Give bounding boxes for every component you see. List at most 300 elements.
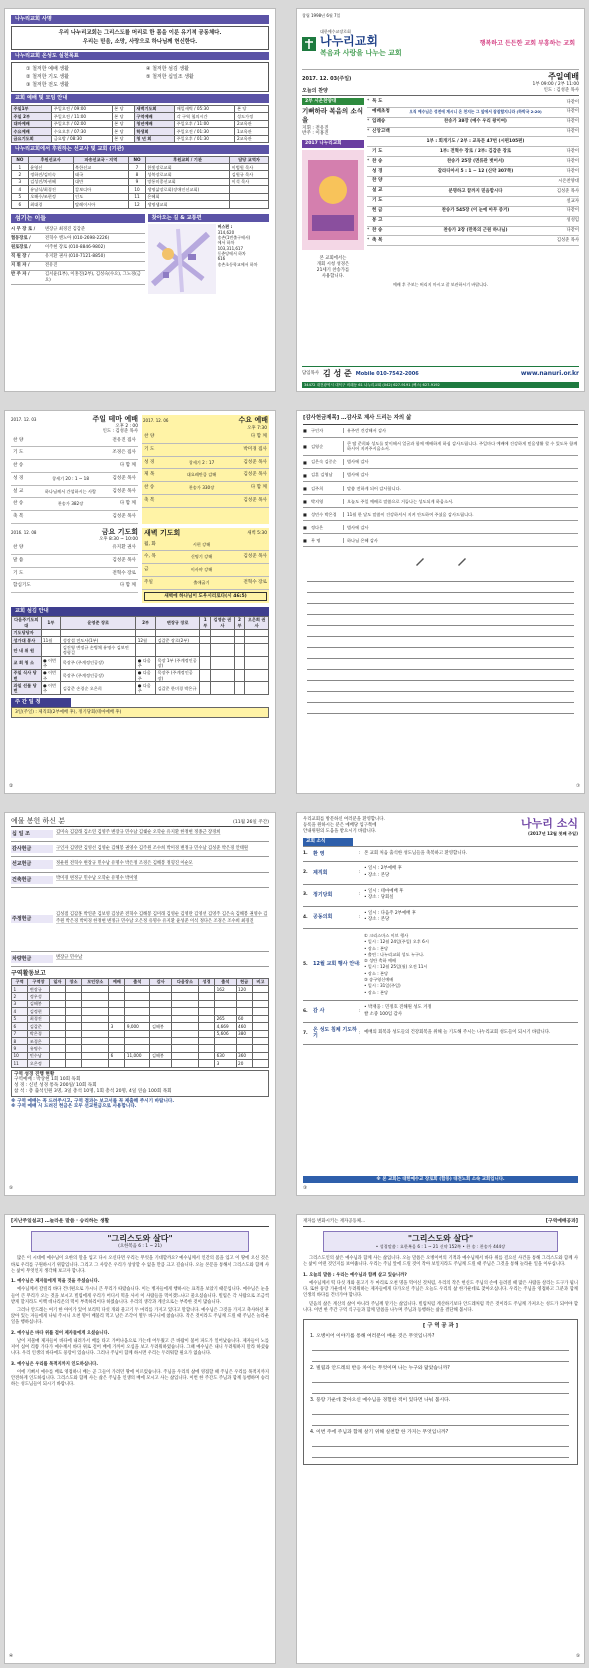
pastor-mobile: Mobile 010-7542-2006 bbox=[355, 370, 419, 377]
worship-cell: 대마예배 bbox=[12, 120, 52, 127]
serve-cell: 목장 1부 (주계정인공장) bbox=[155, 657, 199, 670]
thanks-text: 11월 한 달도 말씀이 건강하셔서 지켜 안도하여 주셨음 감사드립니다. bbox=[343, 512, 578, 517]
report-cell bbox=[252, 1008, 268, 1015]
report-cell: 3 bbox=[12, 1000, 28, 1007]
order-person: 시온찬양대 bbox=[558, 178, 579, 184]
serve-row bbox=[12, 657, 269, 670]
service-detail: 신명기 강해 bbox=[190, 554, 213, 560]
mission-cell: 윤영선 bbox=[28, 164, 73, 171]
questions-title: [ 구 역 공 과 ] bbox=[422, 1322, 459, 1329]
service-person: 김성준 목사 bbox=[112, 475, 136, 481]
church-website-link[interactable]: www.nanuri.or.kr bbox=[520, 370, 579, 378]
serve-cell: 성장섭 전도사(1부) bbox=[61, 636, 136, 643]
worship-cell: 금요밤 / 08:30 bbox=[52, 135, 112, 142]
serve-head-cell: 2부 bbox=[136, 616, 156, 629]
church-name: 나누리교회 bbox=[320, 34, 378, 49]
mission-cell: 오해수/조현정 bbox=[28, 193, 73, 200]
staff-role: 협동장로 / bbox=[11, 235, 31, 241]
service-item: 성 경 bbox=[144, 459, 155, 465]
report-cell: 2 bbox=[12, 993, 28, 1000]
cell-body bbox=[303, 1256, 578, 1314]
worship-cell: 주일 2부 bbox=[12, 113, 52, 120]
news-line: ③ 송구영신예배 bbox=[364, 977, 394, 983]
report-cell bbox=[252, 1023, 268, 1030]
mission-head-row bbox=[12, 156, 269, 163]
offering-row bbox=[11, 857, 269, 872]
service-detail bbox=[39, 463, 102, 469]
news-head: 12월 교회 행사 안내 bbox=[313, 961, 359, 968]
report-row bbox=[12, 1008, 269, 1015]
order-row bbox=[367, 227, 579, 237]
mission-cell bbox=[230, 186, 269, 193]
wed-date: 2017. 12. 06 bbox=[143, 417, 169, 423]
mission-cell: 북한선교 bbox=[73, 164, 129, 171]
report-cell bbox=[150, 1060, 172, 1067]
report-cell bbox=[236, 1008, 252, 1015]
service-person bbox=[233, 567, 267, 573]
map-section bbox=[148, 212, 269, 295]
service-row bbox=[142, 551, 269, 564]
serve-cell bbox=[211, 682, 235, 695]
sermon-title: "그리스도와 살다" bbox=[107, 1233, 173, 1243]
report-cell bbox=[82, 1015, 109, 1022]
mission-cell: 1 bbox=[12, 164, 29, 171]
service-row bbox=[142, 577, 269, 590]
answer-line[interactable] bbox=[312, 1340, 569, 1351]
wed-title: 수요 예배 bbox=[238, 416, 268, 424]
notes-icons bbox=[303, 555, 578, 567]
goal-item bbox=[146, 81, 266, 89]
serve-cell bbox=[245, 644, 269, 657]
worship-row bbox=[12, 105, 269, 112]
report-cell bbox=[65, 1030, 81, 1037]
sun-title: 주일 테마 예배 bbox=[92, 415, 138, 423]
report-cell bbox=[109, 1008, 125, 1015]
news-item bbox=[303, 929, 578, 1001]
report-cell bbox=[198, 1008, 214, 1015]
service-detail: 찬송가 330장 bbox=[188, 485, 215, 491]
order-item: 찬 송 bbox=[372, 228, 383, 234]
serve-cell: 12월 bbox=[136, 636, 156, 643]
news-line: 예배의 회복과 성도들의 건강회복을 위해 늘 기도해 주시는 나누리교회 성도들이 되시기 바랍니다. bbox=[364, 1030, 551, 1036]
report-cell bbox=[125, 1015, 150, 1022]
worship-cell: 본 당 bbox=[235, 105, 269, 112]
welcome-intro bbox=[303, 817, 385, 836]
bus-info bbox=[218, 224, 258, 294]
church-map bbox=[148, 224, 216, 294]
staff-role: 시 무 장 로 / bbox=[11, 226, 36, 232]
serve-cell bbox=[234, 657, 245, 670]
report-cell bbox=[65, 1052, 81, 1059]
service-item: 찬 송 bbox=[13, 501, 24, 507]
report-cell bbox=[252, 993, 268, 1000]
order-item: 묵 도 bbox=[372, 99, 383, 105]
bible-progress bbox=[11, 1070, 269, 1097]
page-number: ⑤ bbox=[575, 1654, 580, 1660]
report-cell: 조경은 bbox=[28, 1038, 50, 1045]
report-cell: 9 bbox=[12, 1045, 28, 1052]
report-head-cell: 다음장소 bbox=[171, 978, 198, 985]
offering-names: 변장규 민수남 bbox=[56, 955, 83, 961]
mission-cell: 탈레이시아 bbox=[73, 201, 129, 208]
serve-row bbox=[12, 644, 269, 657]
bullet-icon: ■ bbox=[303, 472, 307, 478]
report-cell: 11 bbox=[12, 1060, 28, 1067]
report-cell: 9,000 bbox=[125, 1023, 150, 1030]
order-row bbox=[367, 147, 579, 157]
mission-cell: 최대경 bbox=[28, 201, 73, 208]
worship-cell: 1교육관 bbox=[235, 128, 269, 135]
mission-cell: 김성진/차귀혜 bbox=[28, 178, 73, 185]
report-cell bbox=[171, 1023, 198, 1030]
intro-line: 안내위원의 도움을 받으시기 바랍니다. bbox=[303, 829, 377, 835]
worship-table bbox=[11, 105, 269, 143]
staff-row bbox=[11, 243, 145, 252]
goals-box bbox=[11, 62, 269, 92]
news-line: • 일시 : 12월 25일(월) 오전 11시 bbox=[364, 964, 428, 970]
report-row bbox=[12, 1023, 269, 1030]
worship-cell: 2교육관 bbox=[235, 135, 269, 142]
order-row bbox=[367, 197, 579, 207]
service-detail bbox=[170, 447, 233, 453]
service-detail: 출애굽기 bbox=[193, 579, 210, 585]
report-cell: 변장규 bbox=[28, 985, 50, 992]
service-item: 찬 송 bbox=[13, 463, 24, 469]
mission-row bbox=[12, 171, 269, 178]
bible-line: 구역예배 : 박상현 1회 10회 독회 bbox=[14, 1077, 81, 1083]
offering-list bbox=[11, 827, 269, 967]
bible-line: 참 석 : 총 출석인원 3명, 3일 총석 10명, 1회 총석 20명, 4일 연습 100회 목회 bbox=[14, 1088, 172, 1094]
thanks-row bbox=[303, 425, 578, 438]
report-cell bbox=[49, 993, 65, 1000]
thanks-name: 성민수 박은경 bbox=[311, 511, 337, 517]
news-number: 5. bbox=[303, 961, 308, 967]
news-body bbox=[364, 889, 578, 902]
paragraph: 1. 오늘의 말씀 : 우리는 예수님과 함께 살고 있습니까? bbox=[303, 1272, 407, 1278]
serve-cell bbox=[136, 629, 156, 636]
service-detail bbox=[39, 450, 102, 456]
service-row bbox=[11, 435, 138, 448]
bullet-icon: ■ bbox=[303, 511, 307, 517]
friday-prayer bbox=[11, 528, 138, 603]
report-cell bbox=[49, 1038, 65, 1045]
serve-cell: 김갑준 손경순 오은희 bbox=[61, 682, 136, 695]
staff-name: 유지환 권사 (010-7121-8850) bbox=[45, 253, 106, 259]
serve-cell: 김진영 변정규 손병채 유명수 김보연 정형걸 bbox=[61, 644, 136, 657]
serve-cell bbox=[234, 669, 245, 682]
vision-header: 나누리교회 사명 bbox=[11, 15, 269, 24]
answer-line[interactable] bbox=[312, 1447, 569, 1458]
serve-cell bbox=[245, 682, 269, 695]
mission-head-cell: 담당 교역자 bbox=[230, 156, 269, 163]
founding-date: 창립 1998년 6월 7일 bbox=[302, 13, 341, 18]
intro-line: 우리교회를 방문하신 여러분을 환영합니다. bbox=[303, 817, 385, 822]
pencil-icon bbox=[414, 555, 426, 567]
service-item: 월, 화 bbox=[144, 541, 156, 547]
service-detail bbox=[39, 514, 102, 520]
goal-item: ② 철저한 기도 생활 bbox=[26, 74, 70, 81]
serve-head-cell: 변장규 장로 bbox=[155, 616, 199, 629]
news-line: • 일시 : 다음주 2부예배 후 bbox=[364, 910, 417, 916]
staff-row bbox=[11, 253, 145, 262]
mission-header: 나누리교회에서 후원하는 선교사 및 교회 (기관) bbox=[11, 145, 269, 154]
service-detail bbox=[170, 498, 233, 504]
report-cell: 11,000 bbox=[125, 1052, 150, 1059]
service-detail: 시편 강해 bbox=[192, 541, 211, 547]
bus-line: 송촌초등학교에서 하차 bbox=[217, 261, 258, 267]
paragraph: 2. 예수님은 바다 위를 걸어 제자들에게 오셨습니다. bbox=[11, 1330, 110, 1336]
worship-row bbox=[12, 113, 269, 120]
worship-cell: 금요기도회 bbox=[12, 135, 52, 142]
service-item: 주일 bbox=[144, 579, 153, 585]
mission-cell: 정하진/김미숙 bbox=[28, 171, 73, 178]
report-cell bbox=[49, 1052, 65, 1059]
report-head-cell: 예배 bbox=[109, 978, 125, 985]
order-mark: * bbox=[367, 238, 370, 244]
service-item: 기 도 bbox=[13, 570, 24, 576]
report-cell bbox=[109, 985, 125, 992]
serve-cell bbox=[41, 644, 61, 657]
order-row bbox=[367, 236, 579, 246]
order-item: 봉 고 bbox=[372, 218, 383, 224]
answer-line[interactable] bbox=[312, 1415, 569, 1426]
serve-head-cell: 오은희 권사 bbox=[245, 616, 269, 629]
report-cell bbox=[125, 1045, 150, 1052]
serve-cell bbox=[211, 629, 235, 636]
thanks-row bbox=[303, 438, 578, 456]
news-body bbox=[364, 1030, 578, 1037]
thanks-text: 범사에 감사 bbox=[343, 472, 578, 477]
report-cell bbox=[215, 1008, 236, 1015]
serve-row bbox=[12, 669, 269, 682]
thanks-text: 범사에 감사 bbox=[343, 459, 578, 464]
sun-time: 오후 2 : 00 bbox=[115, 423, 138, 429]
worship-cell: 본 당 bbox=[112, 120, 134, 127]
service-detail: 하나님께서 간섭하시는 사람 bbox=[44, 488, 97, 494]
order-item: 기 도 bbox=[372, 148, 383, 154]
mission-cell bbox=[230, 193, 269, 200]
news-body bbox=[364, 911, 578, 924]
report-cell bbox=[198, 985, 214, 992]
service-title: 주일예배 bbox=[548, 72, 579, 81]
order-person: 김성준 목사 bbox=[556, 238, 579, 244]
answer-line[interactable] bbox=[312, 1351, 569, 1362]
order-row bbox=[367, 177, 579, 187]
mission-row bbox=[12, 193, 269, 200]
service-row bbox=[142, 482, 269, 495]
order-item: 성 경 bbox=[372, 168, 383, 174]
report-cell bbox=[49, 1060, 65, 1067]
side-note-line: 사용합니다. bbox=[321, 274, 345, 280]
order-item: 축 복 bbox=[372, 238, 383, 244]
service-item: 축 복 bbox=[13, 514, 24, 520]
service-person: 다 함 께 bbox=[250, 485, 267, 491]
service-row bbox=[142, 539, 269, 552]
service-item: 찬 양 bbox=[13, 545, 24, 551]
report-cell bbox=[109, 1030, 125, 1037]
serve-cell: 교 회 청 소 bbox=[12, 657, 42, 670]
order-detail: 찬송가 25장 (면류관 벗어서) bbox=[446, 158, 505, 164]
service-person: 김성준 목사 bbox=[112, 557, 136, 563]
worship-cell: 청 년 회 bbox=[134, 135, 174, 142]
report-cell bbox=[125, 985, 150, 992]
bus-line: 동춘당에서 하차 bbox=[217, 251, 246, 257]
serve-cell: 주일 식사 당번 bbox=[12, 669, 42, 682]
staff-role: 원로장로 / bbox=[11, 244, 31, 250]
paragraph: 예수님께서 갈릴리 바다 건너편으로 가시니 큰 무리가 따랐습니다. 이는 병자들에게 행하시는 표적을 보았기 때문입니다. 예수님은 눈을 들어 큰 무리가 오는 것을 보시고 빌립에게 우리가 어디서 떡을 사서 이 사람들을 먹이겠느냐고 물으셨습니다. 빌립은 각 사람으로 조금씩 받게 할지라도 이백 데나리온의 떡이 부족하리이다 하였습니다. 우리의 생각과 계산으로는 부족한 것이 많습니다. bbox=[11, 1287, 269, 1305]
report-cell bbox=[82, 1030, 109, 1037]
service-times: 1부 09:00 / 2부 11:00 bbox=[532, 82, 579, 87]
report-cell bbox=[198, 993, 214, 1000]
report-cell bbox=[109, 1038, 125, 1045]
report-table bbox=[11, 978, 269, 1068]
order-person: 다같이 bbox=[566, 119, 579, 125]
news-line: 쌀 소중 100임 감사 bbox=[364, 1011, 403, 1017]
answer-line[interactable] bbox=[312, 1436, 569, 1447]
report-cell bbox=[49, 1015, 65, 1022]
mission-head-cell: 후원교회 / 기관 bbox=[145, 156, 229, 163]
report-cell: 박은경 bbox=[28, 1030, 50, 1037]
report-cell bbox=[82, 1000, 109, 1007]
mission-cell: 11 bbox=[129, 193, 146, 200]
report-row bbox=[12, 1052, 269, 1059]
report-cell bbox=[150, 1038, 172, 1045]
mission-cell: 대만 bbox=[73, 178, 129, 185]
mission-cell: 2 bbox=[12, 171, 29, 178]
mission-cell: 7 bbox=[129, 164, 146, 171]
serve-cell: 11월 bbox=[41, 636, 61, 643]
paragraph: 1. 예수님은 제자들에게 먹을 것을 주셨습니다. bbox=[11, 1279, 100, 1285]
report-cell bbox=[82, 1045, 109, 1052]
report-cell: 3 bbox=[109, 1023, 125, 1030]
banner-text: 행복하고 든든한 교회 부흥하는 교회 bbox=[479, 39, 575, 47]
service-detail: 창세기 2 : 17 bbox=[188, 459, 215, 465]
order-item: 기 도 bbox=[372, 198, 383, 204]
thanks-text: 큰 딸 준희와 성도를 맞이해서 얼굴과 함께 예배하게 하심 감사드립니다. 주일마다 예배에 건강하게 믿음생활 할 수 있도록 함께 하시어 지켜주시옵소서. bbox=[343, 441, 578, 452]
order-person: 다같이 bbox=[566, 158, 579, 164]
dawn-note: 새벽에 하나님이 도우시리로다(시 46:5) bbox=[144, 592, 267, 602]
news-head: 감 사 bbox=[313, 1008, 325, 1015]
thanks-name: 김영순 bbox=[311, 443, 324, 449]
report-cell bbox=[125, 1060, 150, 1067]
thanks-name: 구인자 bbox=[311, 428, 324, 434]
report-cell bbox=[198, 1000, 214, 1007]
answer-line[interactable] bbox=[312, 1404, 569, 1415]
serve-cell bbox=[211, 669, 235, 682]
report-head-cell: 성경 bbox=[198, 978, 214, 985]
order-row bbox=[367, 167, 579, 177]
report-cell: 380 bbox=[236, 1030, 252, 1037]
page-number: ⑤ bbox=[9, 1186, 14, 1192]
service-item: 찬 송 bbox=[144, 485, 155, 491]
serve-cell bbox=[211, 657, 235, 670]
bullet-icon: ■ bbox=[303, 537, 307, 543]
staff-role: 지 휘 자 / bbox=[11, 263, 30, 269]
pastor-name: 김 성 준 bbox=[322, 369, 352, 378]
answer-line[interactable] bbox=[312, 1383, 569, 1394]
denomination: 대한예수교장로회 bbox=[320, 29, 351, 35]
thanks-text: 유주빈 건강해서 감사 bbox=[343, 428, 578, 433]
worship-cell: 주일오후 / 02:00 bbox=[52, 120, 112, 127]
report-cell: 162 bbox=[215, 985, 236, 992]
report-cell bbox=[215, 993, 236, 1000]
bullet-icon: ■ bbox=[303, 428, 307, 434]
report-note: ※ 구역 예배는 꼭 드려주시고, 구역 결과는 보고서를 꼭 제출해 주시기 바랍니다. bbox=[11, 1098, 175, 1104]
offering-category: 선교헌금 bbox=[11, 860, 53, 868]
paragraph: 그리스도인의 삶은 예수님과 함께 사는 삶입니다. 오늘 말씀은 오병이어의 기적과 예수님께서 바다 위를 걸으신 사건을 통해 그리스도와 함께 사는 삶이 어떤 것인지를 보여줍니다. 우리는 주님 앞에 드릴 것이 작아 보일지라도 주님께 드릴 때 주님은 그것을 통해 놀라운 일을 이루십니다. bbox=[303, 1256, 578, 1268]
church-logo-icon bbox=[302, 37, 316, 51]
report-cell bbox=[150, 985, 172, 992]
week-header: 주 간 일 정 bbox=[11, 698, 71, 707]
bulletin-page-news bbox=[296, 812, 585, 1196]
report-cell bbox=[49, 1045, 65, 1052]
thanks-text: 오늘도 주일 예배로 말씀으로 거듭나는 성도되게 하옵소서. bbox=[343, 499, 578, 504]
order-row bbox=[367, 128, 579, 138]
worship-cell: 수요오후 / 07:30 bbox=[52, 128, 112, 135]
cover-banner bbox=[302, 18, 579, 70]
mission-cell: 12 bbox=[129, 201, 146, 208]
staff-role: 직 원 장 / bbox=[11, 253, 30, 259]
news-number: 4. bbox=[303, 914, 308, 920]
report-cell: 630 bbox=[215, 1052, 236, 1059]
report-cell bbox=[171, 993, 198, 1000]
worship-cell: 성도가정 bbox=[235, 113, 269, 120]
sunday-theme-service bbox=[11, 415, 138, 524]
serve-cell bbox=[200, 636, 211, 643]
bulletin-page-offerings bbox=[4, 812, 276, 1196]
service-item: 축 복 bbox=[144, 497, 155, 503]
thanks-name: 정다은 bbox=[311, 524, 324, 530]
report-cell: 김갑준 bbox=[28, 1023, 50, 1030]
news-head: 공동의회 bbox=[313, 914, 333, 921]
order-row bbox=[367, 187, 579, 197]
bible-line: 성 경 : 신년 성경 통독 200일/ 10회 독회 bbox=[14, 1083, 97, 1089]
worship-cell: 본 당 bbox=[112, 113, 134, 120]
report-cell bbox=[171, 1030, 198, 1037]
news-sep: : bbox=[359, 914, 361, 920]
report-cell bbox=[198, 1060, 214, 1067]
thanks-list bbox=[303, 425, 578, 548]
order-mark: * bbox=[367, 158, 370, 164]
report-cell bbox=[215, 1038, 236, 1045]
service-person: 다 함 께 bbox=[119, 463, 136, 469]
service-leader: 인도 : 김성준 목사 bbox=[543, 87, 579, 93]
serve-head-cell: 2부 bbox=[234, 616, 245, 629]
bus-line: 에서 하차 bbox=[217, 240, 235, 246]
serve-cell bbox=[41, 629, 61, 636]
serve-cell bbox=[61, 629, 136, 636]
report-cell: 360 bbox=[236, 1052, 252, 1059]
staff-row bbox=[11, 262, 145, 271]
report-cell: 5,606 bbox=[215, 1030, 236, 1037]
report-cell: 20 bbox=[236, 1060, 252, 1067]
serve-head-row bbox=[12, 616, 269, 629]
side-note bbox=[302, 256, 364, 281]
intro-line: 등록을 원하시는 분은 예배당 입구쪽에 bbox=[303, 823, 377, 829]
report-cell: 7 bbox=[12, 1030, 28, 1037]
mission-cell: 유남식/최경진 bbox=[28, 186, 73, 193]
report-cell bbox=[236, 993, 252, 1000]
thanks-row bbox=[303, 534, 578, 547]
answer-line[interactable] bbox=[312, 1372, 569, 1383]
church-address: 34472 대전광역시 대덕구 비래동 61 나누리교회 (042) 627-9191 (팩스) 627-9192 bbox=[302, 382, 579, 388]
news-number: 7. bbox=[303, 1030, 308, 1036]
report-head-cell: 장소 bbox=[65, 978, 81, 985]
news-sep: : bbox=[359, 961, 361, 967]
goal-item: ③ 철저한 전도 생활 bbox=[26, 82, 70, 89]
notes-area[interactable] bbox=[307, 571, 574, 714]
serve-head-cell: 1부 bbox=[41, 616, 61, 629]
